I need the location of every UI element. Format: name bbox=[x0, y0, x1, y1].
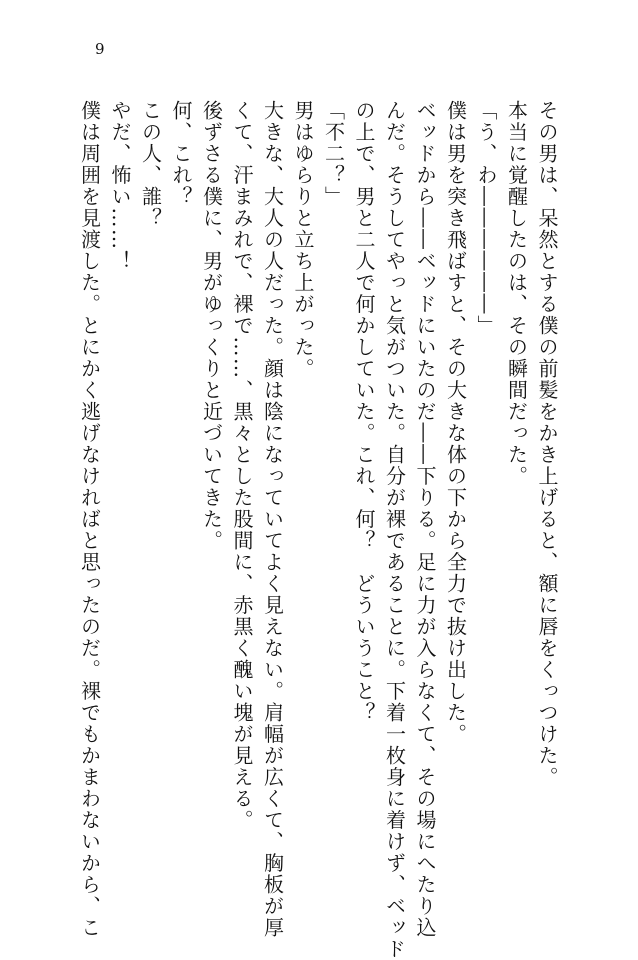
text-line: んだ。そうしてやっと気がついた。自分が裸であることに。下着一枚身に着けず、ベッド bbox=[382, 100, 407, 960]
text-line: 「不二？」 bbox=[321, 100, 346, 208]
page-number: 9 bbox=[95, 40, 105, 58]
text-line: 「う、わ――――――」 bbox=[474, 100, 498, 337]
text-line: ベッドから――ベッドにいたのだ――下りる。足に力が入らなくて、その場にへたり込 bbox=[413, 100, 437, 939]
vertical-text-body bbox=[70, 100, 559, 960]
text-line: 後ずさる僕に、男がゆっくりと近づいてきた。 bbox=[199, 100, 224, 552]
text-line: 僕は男を突き飛ばすと、その大きな体の下から全力で抜け出した。 bbox=[443, 100, 468, 745]
text-line: やだ、怖い……！ bbox=[108, 100, 132, 272]
text-line: 男はゆらりと立ち上がった。 bbox=[291, 100, 315, 380]
text-line: その男は、呆然とする僕の前髪をかき上げると、額に唇をくっつけた。 bbox=[535, 100, 559, 788]
text-line: この人、誰？ bbox=[138, 100, 163, 229]
text-line: 本当に覚醒したのは、その瞬間だった。 bbox=[504, 100, 529, 487]
text-line: 僕は周囲を見渡した。とにかく逃げなければと思ったのだ。裸でもかまわないから、こ bbox=[77, 100, 102, 939]
text-line: 大きな、大人の人だった。顔は陰になっていてよく見えない。肩幅が広くて、胸板が厚 bbox=[260, 100, 285, 939]
text-line: くて、汗まみれで、裸で……、黒々とした股間に、赤黒く醜い塊が見える。 bbox=[230, 100, 254, 831]
text-line: の上で、男と二人で何かしていた。これ、何？ どういうこと？ bbox=[352, 100, 376, 724]
text-line: 何、これ？ bbox=[169, 100, 193, 208]
